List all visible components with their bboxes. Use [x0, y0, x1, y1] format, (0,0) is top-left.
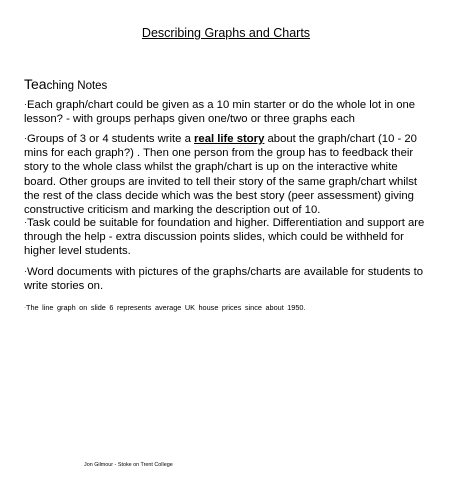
bullet-icon: · — [24, 99, 27, 109]
footer-credit: Jon Gilmour - Stoke on Trent College — [84, 462, 173, 468]
note-word-documents — [24, 264, 432, 293]
note-text: The line graph on slide 6 represents average UK house prices since about 1950. — [26, 303, 306, 312]
note-text: Word documents with pictures of the graphs/charts are available for students to write stories on. — [24, 266, 424, 293]
note-group-story-task — [24, 131, 432, 217]
bullet-icon: · — [24, 305, 26, 311]
real-life-story-emphasis: real life story — [194, 133, 265, 145]
page-title: Describing Graphs and Charts — [141, 26, 311, 40]
note-differentiation — [24, 215, 432, 259]
bullet-icon: · — [24, 133, 27, 143]
note-text-after: about the graph/chart (10 - 20 mins for each graph?) . Then one person from the group has to feedback their story to the whole class whilst the graph/chart is up on the interactive white board. Other groups are invited to tell their story of the same graph/chart whilst the rest of the class decide which was the best story (peer assessment) giving constructive criticism and marking the description out of 10. — [24, 133, 418, 217]
note-text-before: Groups of 3 or 4 students write a — [27, 133, 195, 145]
note-line-graph-slide — [24, 303, 432, 313]
note-text: Each graph/chart could be given as a 10 min starter or do the whole lot in one lesson? - with groups perhaps given one/two or three graphs each — [24, 99, 416, 126]
note-text: Task could be suitable for foundation and higher. Differentiation and support are through the help - extra discussion points slides, which could be withheld for higher level students. — [24, 217, 425, 258]
note-starter-usage — [24, 97, 432, 126]
bullet-icon: · — [24, 266, 27, 276]
teaching-notes-heading — [24, 68, 107, 96]
heading-first-part: Tea — [24, 76, 47, 92]
heading-second-part: ching Notes — [46, 80, 108, 92]
bullet-icon: · — [24, 217, 27, 227]
